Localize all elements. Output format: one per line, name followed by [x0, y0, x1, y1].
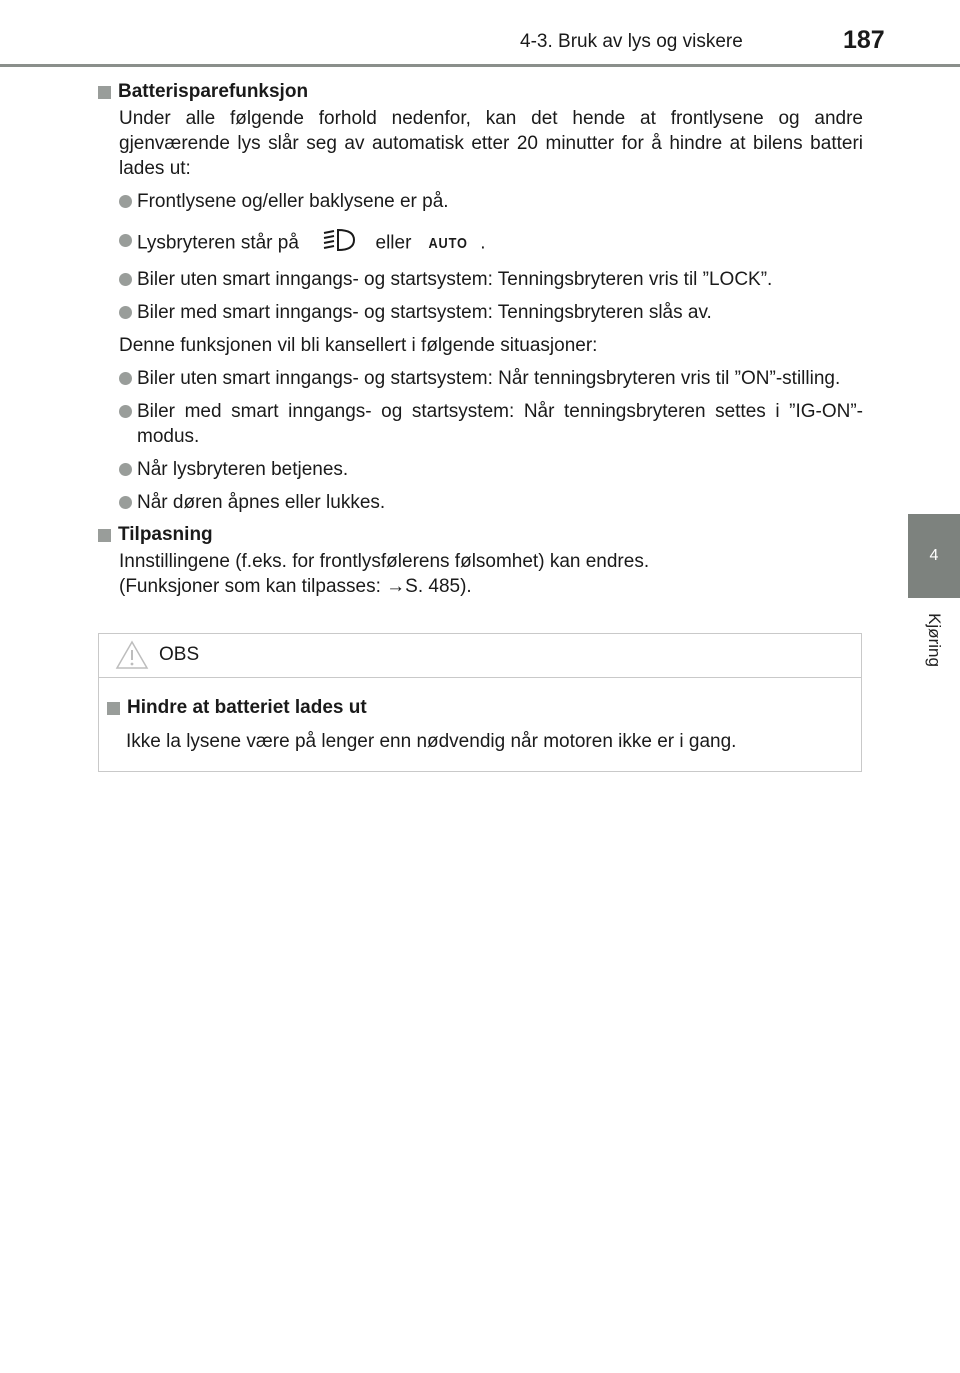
list-item-text-mid: eller [375, 232, 412, 254]
battery-intro-paragraph: Under alle følgende forhold nedenfor, kan det hende at frontlysene og andre gjenværende lys slår seg av automatisk etter 20 minutter for å hindre at bilens batteri lades ut: [119, 108, 863, 179]
header-divider [0, 64, 960, 67]
obs-text: Ikke la lysene være på lenger enn nødvendig når motoren ikke er i gang. [126, 731, 737, 752]
chapter-label: Kjøring [925, 613, 944, 667]
headlight-icon [320, 228, 358, 259]
section-heading-custom [98, 521, 863, 549]
list-item [119, 366, 863, 391]
list-item-text: Når døren åpnes eller lukkes. [137, 492, 386, 513]
custom-line-1: Innstillingene (f.eks. for frontlysfølerens følsomhet) kan endres. [119, 551, 650, 572]
list-item-text-pre: Lysbryteren står på [137, 232, 299, 254]
circle-bullet-icon [119, 195, 132, 208]
circle-bullet-icon [119, 234, 132, 247]
list-item [119, 457, 863, 482]
square-bullet-icon [98, 86, 111, 99]
cancel-intro-paragraph: Denne funksjonen vil bli kansellert i følgende situasjoner: [119, 335, 598, 356]
page-number: 187 [843, 26, 885, 54]
list-item-text-post: . [480, 232, 486, 254]
circle-bullet-icon [119, 405, 132, 418]
list-item [119, 267, 863, 292]
chapter-tab[interactable] [908, 514, 960, 598]
list-item [119, 300, 863, 325]
custom-line-2: (Funksjoner som kan tilpasses: →S. 485). [119, 576, 472, 597]
circle-bullet-icon [119, 273, 132, 286]
obs-notice-box [98, 633, 862, 772]
obs-body [99, 678, 861, 754]
square-bullet-icon [107, 702, 120, 715]
list-item [119, 490, 863, 515]
heading-text: Hindre at batteriet lades ut [127, 697, 367, 718]
auto-mode-icon: AUTO [428, 235, 468, 252]
header-section-title: 4-3. Bruk av lys og viskere [520, 31, 743, 52]
list-item-text: Biler uten smart inngangs- og startsystem: Når tenningsbryteren vris til ”ON”-stilling. [137, 368, 841, 389]
heading-text: Tilpasning [118, 524, 213, 545]
circle-bullet-icon [119, 306, 132, 319]
warning-triangle-icon [115, 640, 149, 670]
page-content [98, 78, 863, 599]
heading-text: Batterisparefunksjon [118, 81, 309, 102]
obs-heading [107, 694, 861, 722]
obs-header [99, 634, 861, 678]
list-item-text: Frontlysene og/eller baklysene er på. [137, 191, 449, 212]
list-item [119, 399, 863, 449]
circle-bullet-icon [119, 463, 132, 476]
chapter-number: 4 [929, 547, 939, 564]
section-heading-battery [98, 78, 863, 106]
list-item-text: Biler med smart inngangs- og startsystem: Tenningsbryteren slås av. [137, 302, 712, 323]
list-item-text: Biler med smart inngangs- og startsystem: Når tenningsbryteren settes i ”IG-ON”-modus. [137, 401, 863, 447]
list-item [119, 189, 863, 214]
square-bullet-icon [98, 529, 111, 542]
list-item-text: Når lysbryteren betjenes. [137, 459, 349, 480]
obs-title: OBS [159, 644, 200, 665]
list-item-text: Biler uten smart inngangs- og startsystem: Tenningsbryteren vris til ”LOCK”. [137, 269, 773, 290]
list-item [119, 228, 863, 259]
circle-bullet-icon [119, 372, 132, 385]
circle-bullet-icon [119, 496, 132, 509]
